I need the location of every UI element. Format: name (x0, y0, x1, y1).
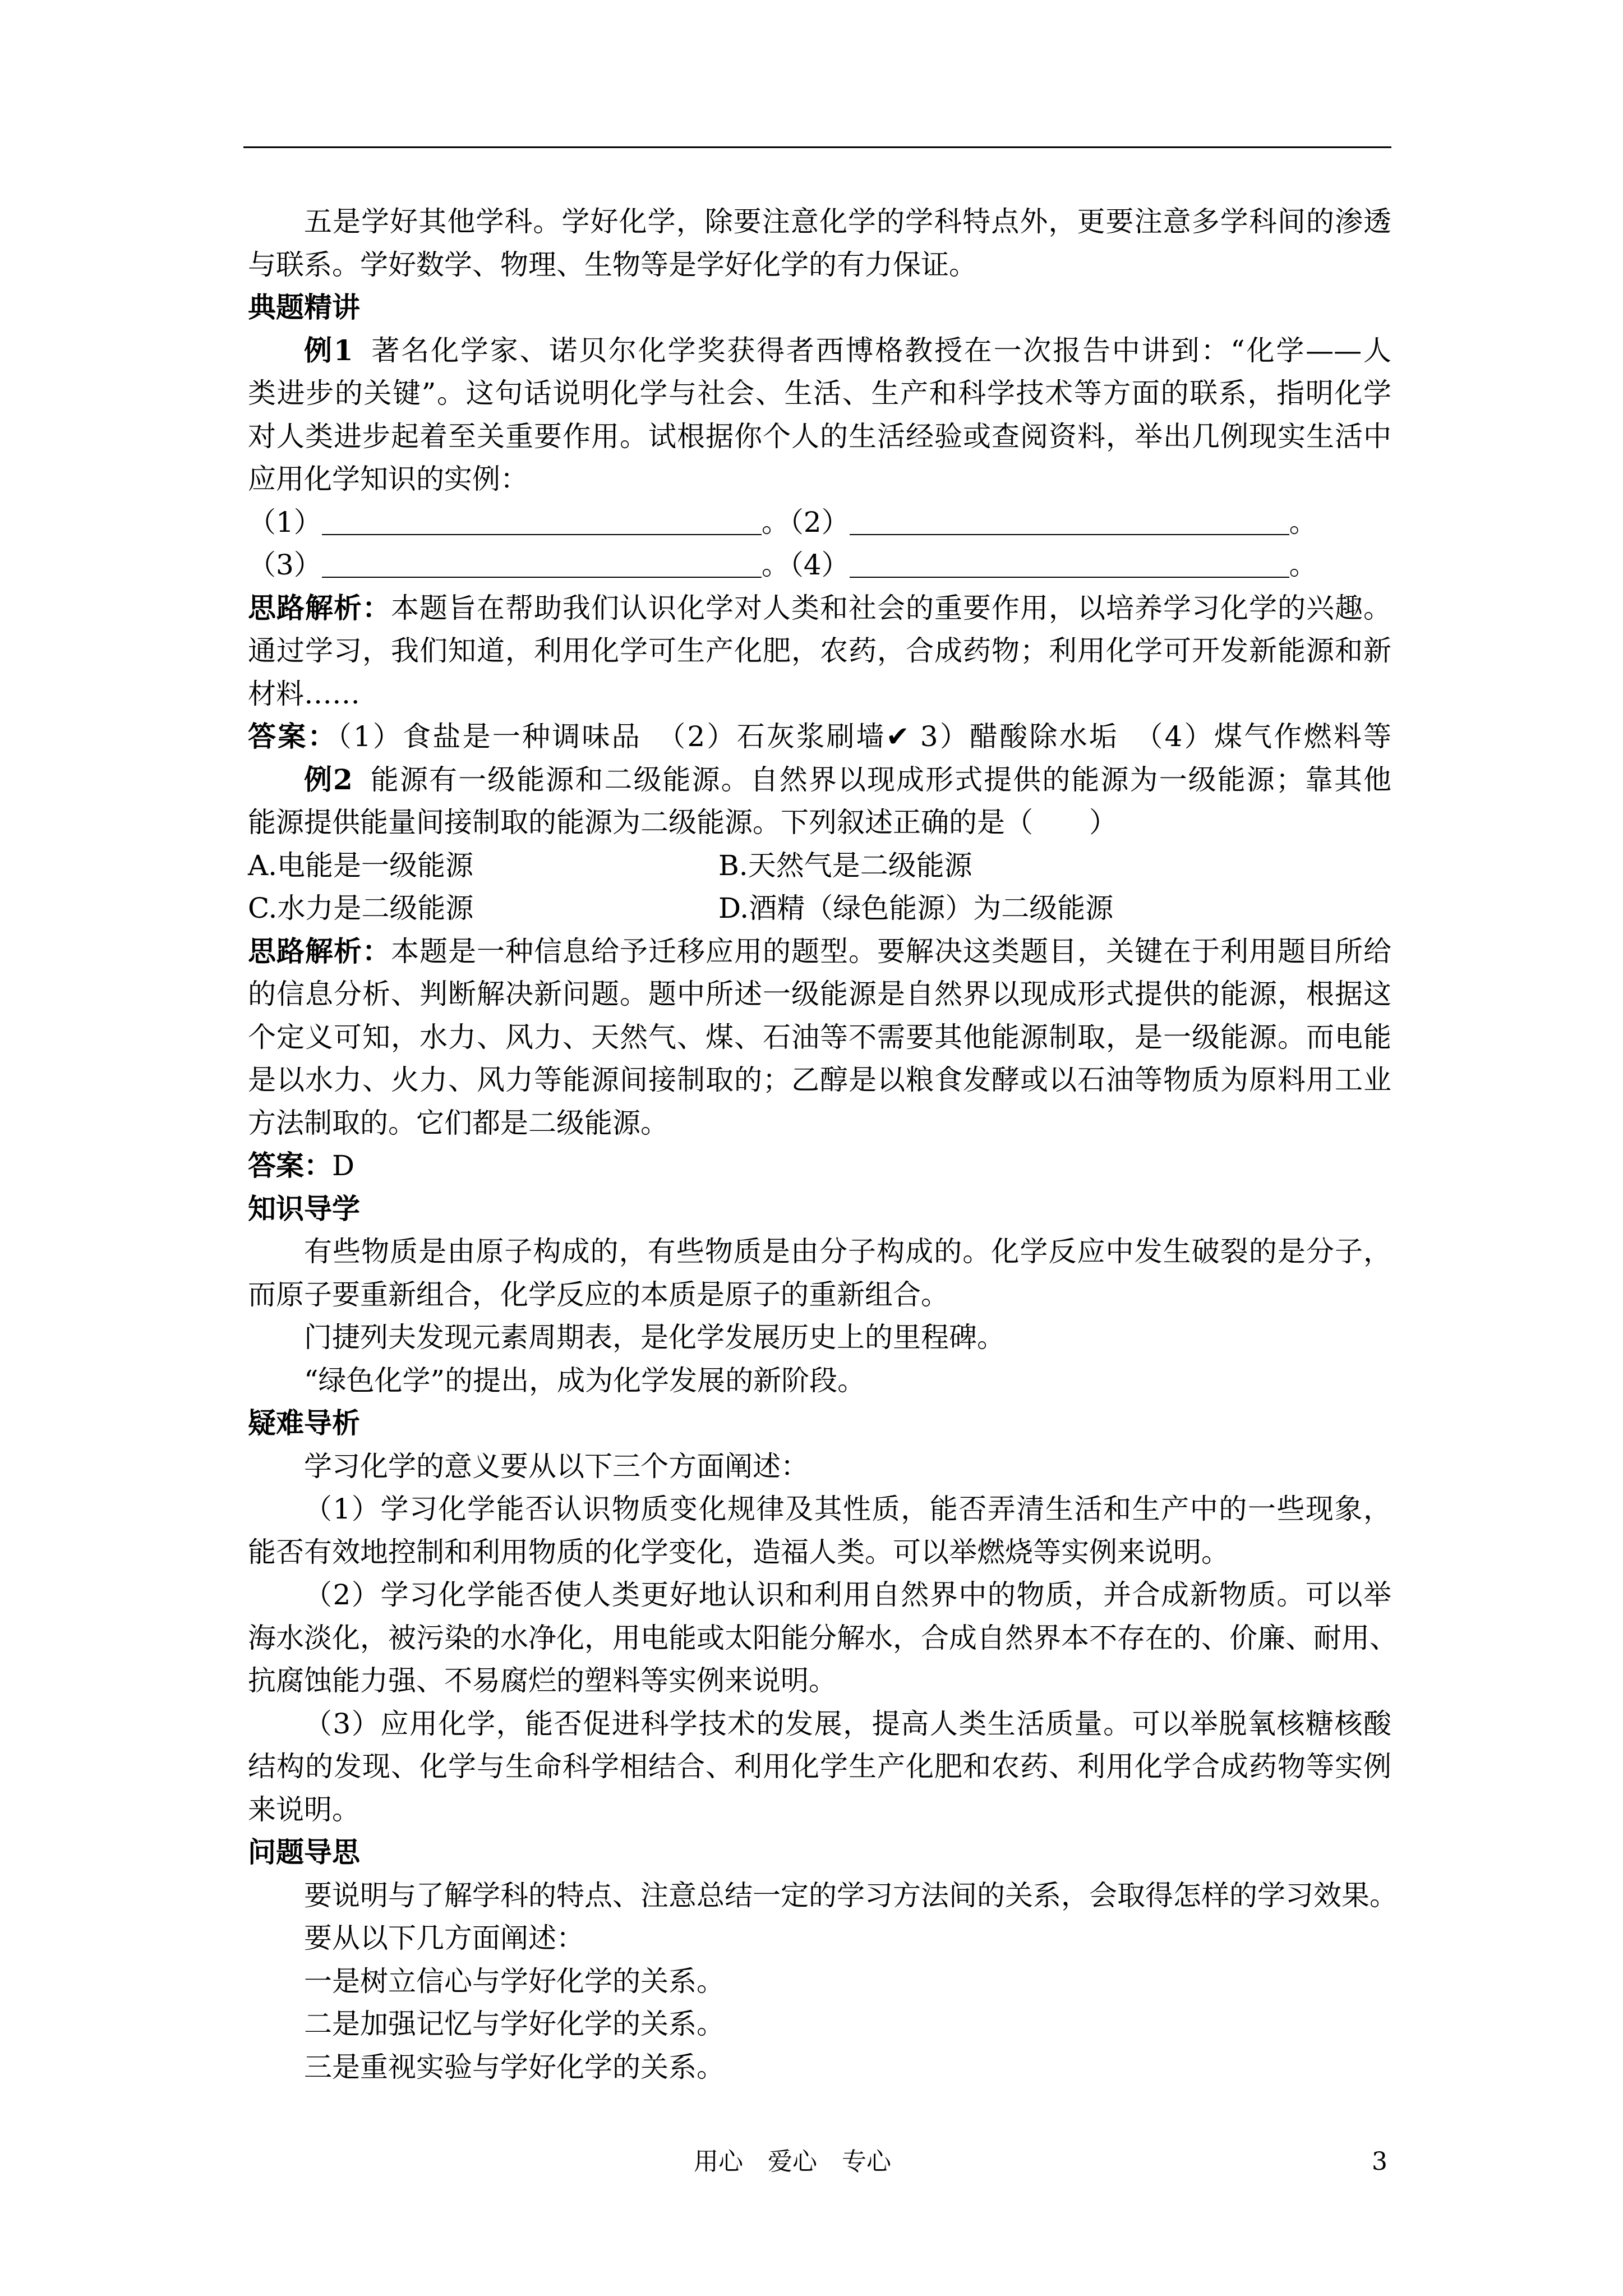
answer-blank (850, 554, 1289, 578)
option-row (248, 844, 1391, 887)
blank-label: （2） (789, 505, 850, 539)
option-c: C.水力是二级能源 (248, 892, 474, 924)
section-heading-typical: 典题精讲 (248, 291, 360, 324)
paragraph-line: （1）学习化学能否认识物质变化规律及其性质，能否弄清生活和生产中的一些现象， (304, 1493, 1391, 1525)
paragraph-line: 而原子要重新组合，化学反应的本质是原子的重新组合。 (248, 1278, 949, 1311)
analysis-line (248, 930, 1391, 973)
paragraph-line: 要从以下几方面阐述： (304, 1922, 584, 1954)
example-2-label: 例2 (304, 762, 353, 796)
section-heading-questions: 问题导思 (248, 1835, 360, 1869)
example-1-label: 例1 (304, 333, 353, 367)
paragraph-line: （3）应用化学，能否促进科学技术的发展，提高人类生活质量。可以举脱氧核糖核酸 (304, 1707, 1391, 1740)
paragraph-line: “绿色化学”的提出，成为化学发展的新阶段。 (304, 1364, 866, 1397)
paragraph-line: 有些物质是由原子构成的，有些物质是由分子构成的。化学反应中发生破裂的是分子， (304, 1235, 1391, 1268)
blank-end: 。 (761, 505, 790, 539)
paragraph-line: 三是重视实验与学好化学的关系。 (304, 2050, 725, 2083)
example-2-line (248, 758, 1391, 802)
example-2-text: 能源有一级能源和二级能源。自然界以现成形式提供的能源为一级能源；靠其他 (369, 763, 1391, 796)
answer-line (248, 715, 1391, 758)
analysis-line: 的信息分析、判断解决新问题。题中所述一级能源是自然界以现成形式提供的能源，根据这 (248, 978, 1391, 1010)
answer-line (248, 1144, 1391, 1188)
page-body (248, 200, 1398, 2088)
answer-blank (322, 512, 762, 535)
paragraph-line: 能否有效地控制和利用物质的化学变化，造福人类。可以举燃烧等实例来说明。 (248, 1535, 1229, 1568)
analysis-line: 是以水力、火力、风力等能源间接制取的；乙醇是以粮食发酵或以石油等物质为原料用工业 (248, 1064, 1391, 1096)
blank-label: （3） (248, 549, 322, 581)
paragraph-line: 要说明与了解学科的特点、注意总结一定的学习方法间的关系，会取得怎样的学习效果。 (304, 1879, 1398, 1912)
paragraph-line: 结构的发现、化学与生命科学相结合、利用化学生产化肥和农药、利用化学合成药物等实例 (248, 1750, 1391, 1783)
blank-row (248, 544, 1391, 587)
analysis-text: 本题是一种信息给予迁移应用的题型。要解决这类题目，关键在于利用题目所给 (391, 935, 1391, 968)
paragraph-line: 来说明。 (248, 1793, 360, 1826)
analysis-line: 方法制取的。它们都是二级能源。 (248, 1106, 668, 1139)
header-rule (243, 146, 1391, 148)
blank-row (248, 501, 1391, 544)
footer-motto: 用心 爱心 专心 (694, 2147, 891, 2176)
paragraph-line: 与联系。学好数学、物理、生物等是学好化学的有力保证。 (248, 248, 977, 281)
answer-label: 答案： (248, 720, 338, 753)
example-1-line: 应用化学知识的实例： (248, 463, 528, 495)
analysis-label: 思路解析： (248, 591, 391, 624)
answer-blank (322, 554, 762, 578)
blank-label: （1） (248, 505, 322, 539)
analysis-line: 通过学习，我们知道，利用化学可生产化肥，农药，合成药物；利用化学可开发新能源和新 (248, 634, 1391, 667)
analysis-label: 思路解析： (248, 934, 391, 968)
analysis-line: 材料…… (248, 677, 360, 710)
section-heading-difficulty: 疑难导析 (248, 1406, 360, 1439)
paragraph-line: 门捷列夫发现元素周期表，是化学发展历史上的里程碑。 (304, 1321, 1005, 1354)
option-row (248, 887, 1391, 930)
example-1-line: 对人类进步起着至关重要作用。试根据你个人的生活经验或查阅资料，举出几例现实生活中 (248, 420, 1391, 453)
answer-text: （1）食盐是一种调味品 （2）石灰浆刷墙✔ 3）醋酸除水垢 （4）煤气作燃料等 (337, 720, 1391, 753)
option-a: A.电能是一级能源 (248, 849, 474, 882)
blank-end: 。 (761, 549, 790, 581)
paragraph-line: 学习化学的意义要从以下三个方面阐述： (304, 1450, 809, 1483)
example-1-line: 类进步的关键”。这句话说明化学与社会、生活、生产和科学技术等方面的联系，指明化学 (248, 377, 1391, 409)
blank-end: 。 (1289, 505, 1317, 539)
blank-label: （4） (789, 549, 850, 581)
section-heading-knowledge: 知识导学 (248, 1191, 360, 1225)
paragraph-line: 五是学好其他学科。学好化学，除要注意化学的学科特点外，更要注意多学科间的渗透 (304, 205, 1391, 238)
paragraph-line: 海水淡化，被污染的水净化，用电能或太阳能分解水，合成自然界本不存在的、价廉、耐用、 (248, 1621, 1398, 1654)
example-1-text: 著名化学家、诺贝尔化学奖获得者西博格教授在一次报告中讲到：“化学——人 (370, 334, 1391, 367)
option-b: B.天然气是二级能源 (718, 849, 972, 882)
analysis-line (248, 587, 1391, 630)
analysis-line: 个定义可知，水力、风力、天然气、煤、石油等不需要其他能源制取，是一级能源。而电能 (248, 1020, 1391, 1053)
page-number: 3 (1372, 2147, 1387, 2176)
analysis-text: 本题旨在帮助我们认识化学对人类和社会的重要作用，以培养学习化学的兴趣。 (391, 591, 1391, 624)
paragraph-line: 二是加强记忆与学好化学的关系。 (304, 2008, 725, 2040)
paragraph-line: 一是树立信心与学好化学的关系。 (304, 1964, 725, 1998)
example-2-line: 能源提供能量间接制取的能源为二级能源。下列叙述正确的是（ ） (248, 806, 1117, 839)
example-1-line (248, 329, 1391, 372)
answer-blank (850, 512, 1289, 535)
paragraph-line: 抗腐蚀能力强、不易腐烂的塑料等实例来说明。 (248, 1664, 837, 1697)
answer-label: 答案： (248, 1149, 332, 1182)
option-d: D.酒精（绿色能源）为二级能源 (718, 892, 1114, 924)
paragraph-line: （2）学习化学能否使人类更好地认识和利用自然界中的物质，并合成新物质。可以举 (304, 1579, 1391, 1611)
answer-text: D (332, 1149, 355, 1182)
blank-end: 。 (1289, 549, 1317, 581)
